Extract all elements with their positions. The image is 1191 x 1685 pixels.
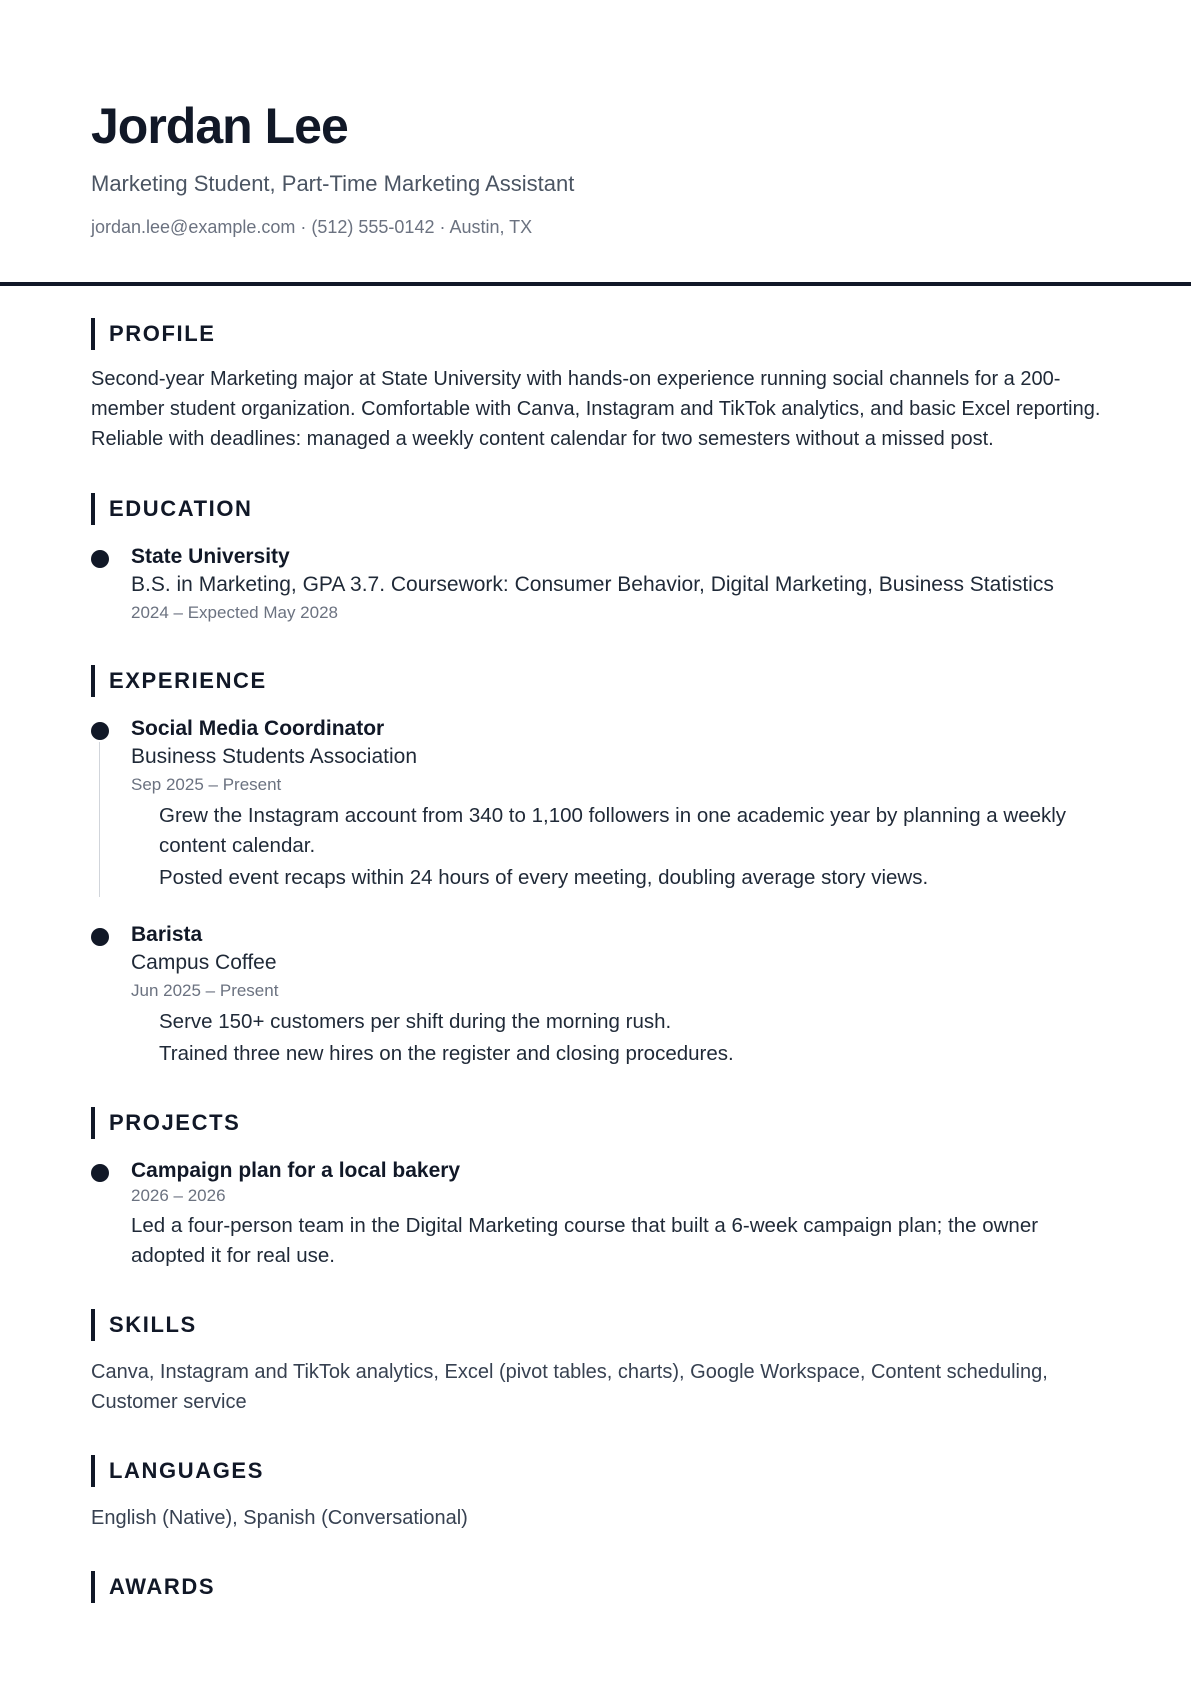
section-heading-profile <box>91 318 1101 350</box>
section-title: EXPERIENCE <box>109 668 267 693</box>
project-name: Campaign plan for a local bakery <box>131 1159 461 1182</box>
timeline-dot-icon <box>91 1164 109 1182</box>
job-achievements <box>131 1007 1101 1069</box>
experience-entry <box>91 921 1101 1069</box>
timeline-connector <box>99 742 100 897</box>
profile-summary: Second-year Marketing major at State University with hands-on experience running social channels for a 200-member student organization. Comfortable with Canva, Instagram and TikTok analytics, and basic Excel reporting. Reliable with deadlines: managed a weekly content calendar for two semesters without a missed post. <box>91 368 1101 450</box>
school-name: State University <box>131 545 290 568</box>
project-dates: 2026 – 2026 <box>131 1186 226 1205</box>
section-heading-awards <box>91 1571 1101 1603</box>
education-dates: 2024 – Expected May 2028 <box>131 603 338 622</box>
timeline-dot-icon <box>91 722 109 740</box>
job-title: Social Media Coordinator <box>131 717 385 740</box>
candidate-headline: Marketing Student, Part-Time Marketing Assistant <box>91 171 575 196</box>
section-title: LANGUAGES <box>109 1458 264 1483</box>
employer-name: Business Students Association <box>131 745 418 768</box>
section-title: SKILLS <box>109 1312 197 1337</box>
resume-body <box>91 286 1101 1603</box>
job-dates: Jun 2025 – Present <box>131 981 279 1000</box>
contact-line: jordan.lee@example.com · (512) 555-0142 · Austin, TX <box>91 217 533 237</box>
job-title: Barista <box>131 923 203 946</box>
section-heading-projects <box>91 1107 1101 1139</box>
timeline-dot-icon <box>91 550 109 568</box>
section-heading-skills <box>91 1309 1101 1341</box>
section-title: PROJECTS <box>109 1110 241 1135</box>
degree-details: B.S. in Marketing, GPA 3.7. Coursework: Consumer Behavior, Digital Marketing, Business Statistics <box>131 573 1054 596</box>
employer-name: Campus Coffee <box>131 951 277 974</box>
list-item: Grew the Instagram account from 340 to 1,100 followers in one academic year by planning a weekly content calendar. <box>159 804 1067 857</box>
section-title: EDUCATION <box>109 496 253 521</box>
project-entry <box>91 1157 1101 1271</box>
section-title: AWARDS <box>109 1574 216 1599</box>
candidate-name: Jordan Lee <box>91 98 348 154</box>
job-dates: Sep 2025 – Present <box>131 775 282 794</box>
education-entry <box>91 543 1101 627</box>
project-description: Led a four-person team in the Digital Marketing course that built a 6-week campaign plan; the owner adopted it for real use. <box>131 1214 1039 1267</box>
section-heading-languages <box>91 1455 1101 1487</box>
list-item: Serve 150+ customers per shift during the morning rush. <box>159 1010 672 1033</box>
job-achievements <box>131 801 1101 893</box>
languages-list: English (Native), Spanish (Conversational) <box>91 1507 468 1529</box>
skills-list: Canva, Instagram and TikTok analytics, Excel (pivot tables, charts), Google Workspace, Content scheduling, Customer service <box>91 1361 1048 1413</box>
section-heading-experience <box>91 665 1101 697</box>
list-item: Trained three new hires on the register and closing procedures. <box>159 1042 734 1065</box>
resume-header <box>0 0 1191 286</box>
section-title: PROFILE <box>109 321 216 346</box>
experience-entry <box>91 715 1101 893</box>
list-item: Posted event recaps within 24 hours of every meeting, doubling average story views. <box>159 866 929 889</box>
timeline-dot-icon <box>91 928 109 946</box>
section-heading-education <box>91 493 1101 525</box>
